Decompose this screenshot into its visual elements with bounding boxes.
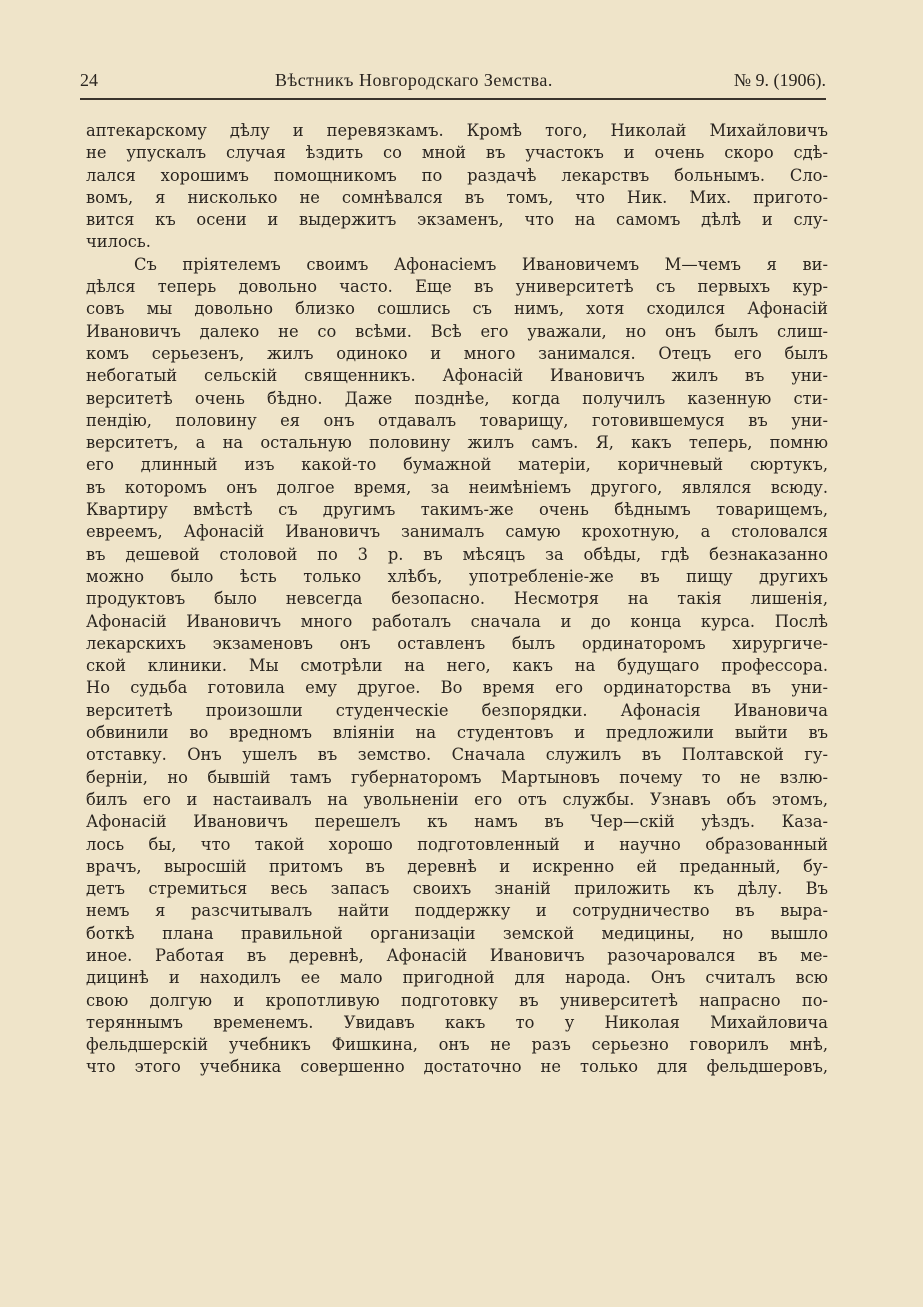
text-line: лекарскихъ экзаменовъ онъ оставленъ былъ ординаторомъ хирургиче-	[86, 633, 828, 653]
text-line: теряннымъ временемъ. Увидавъ какъ то у Николая Михайловича	[86, 1012, 828, 1032]
text-line: не упускалъ случая ѣздить со мной въ участокъ и очень скоро сдѣ-	[86, 143, 828, 163]
text-line: чилось.	[86, 232, 151, 252]
text-line: Но судьба готовила ему другое. Во время его ординаторства въ уни-	[86, 678, 828, 698]
body-text	[86, 120, 828, 1079]
text-line: верситетѣ очень бѣдно. Даже позднѣе, когда получилъ казенную сти-	[86, 388, 828, 408]
text-line: отставку. Онъ ушелъ въ земство. Сначала служилъ въ Полтавской гу-	[86, 745, 828, 765]
text-line: боткѣ плана правильной организаціи земской медицины, но вышло	[86, 923, 828, 943]
text-line: Квартиру вмѣстѣ съ другимъ такимъ-же очень бѣднымъ товарищемъ,	[86, 500, 828, 520]
text-line: аптекарскому дѣлу и перевязкамъ. Кромѣ того, Николай Михайловичъ	[86, 121, 828, 140]
text-line: комъ серьезенъ, жилъ одиноко и много занимался. Отецъ его былъ	[86, 343, 828, 363]
text-line: что этого учебника совершенно достаточно не только для фельдшеровъ,	[86, 1057, 828, 1077]
header-rule	[80, 98, 826, 100]
text-line: Афонасій Ивановичъ много работалъ сначала и до конца курса. Послѣ	[86, 611, 828, 631]
issue-number: № 9. (1906).	[733, 70, 826, 90]
text-line: лался хорошимъ помощникомъ по раздачѣ лекарствъ больнымъ. Сло-	[86, 165, 828, 185]
page-number: 24	[80, 70, 98, 90]
text-line: лось бы, что такой хорошо подготовленный и научно образованный	[86, 834, 828, 854]
text-line: дѣлся теперь довольно часто. Еще въ университетѣ съ первыхъ кур-	[86, 277, 828, 297]
text-line: иное. Работая въ деревнѣ, Афонасій Ивановичъ разочаровался въ ме-	[86, 945, 828, 965]
text-line: евреемъ, Афонасій Ивановичъ занималъ самую крохотную, а столовался	[86, 522, 828, 542]
text-line: въ которомъ онъ долгое время, за неимѣніемъ другого, являлся всюду.	[86, 477, 828, 497]
text-line: берніи, но бывшій тамъ губернаторомъ Мартыновъ почему то не взлю-	[86, 767, 828, 787]
text-line: билъ его и настаивалъ на увольненіи его отъ службы. Узнавъ объ этомъ,	[86, 789, 828, 809]
text-line: дицинѣ и находилъ ее мало пригодной для народа. Онъ считалъ всю	[86, 968, 828, 988]
journal-title: Вѣстникъ Новгородскаго Земства.	[275, 70, 553, 90]
text-line: Афонасій Ивановичъ перешелъ къ намъ въ Чер—скій уѣздъ. Каза-	[86, 812, 828, 832]
text-line: вится къ осени и выдержитъ экзаменъ, что на самомъ дѣлѣ и слу-	[86, 210, 828, 230]
text-line: въ дешевой столовой по 3 р. въ мѣсяцъ за обѣды, гдѣ безнаказанно	[86, 544, 828, 564]
text-line: верситетъ, а на остальную половину жилъ самъ. Я, какъ теперь, помню	[86, 433, 828, 453]
text-line: немъ я разсчитывалъ найти поддержку и сотрудничество въ выра-	[86, 901, 828, 921]
text-line: пендію, половину ея онъ отдавалъ товарищу, готовившемуся въ уни-	[86, 410, 828, 430]
text-line: вомъ, я нисколько не сомнѣвался въ томъ, что Ник. Мих. пригото-	[86, 187, 828, 207]
text-line: фельдшерскій учебникъ Фишкина, онъ не разъ серьезно говорилъ мнѣ,	[86, 1035, 828, 1055]
text-line: ской клиники. Мы смотрѣли на него, какъ на будущаго профессора.	[86, 656, 828, 676]
text-line: врачъ, выросшій притомъ въ деревнѣ и искренно ей преданный, бу-	[86, 856, 828, 876]
text-line: небогатый сельскій священникъ. Афонасій Ивановичъ жилъ въ уни-	[86, 366, 828, 386]
text-line: продуктовъ было невсегда безопасно. Несмотря на такія лишенія,	[86, 589, 828, 609]
text-line: верситетѣ произошли студенческіе безпорядки. Афонасія Ивановича	[86, 700, 828, 720]
text-line: совъ мы довольно близко сошлись съ нимъ, хотя сходился Афонасій	[86, 299, 828, 319]
text-line: его длинный изъ какой-то бумажной матеріи, коричневый сюртукъ,	[86, 455, 828, 475]
text-line: обвинили во вредномъ вліяніи на студентовъ и предложили выйти въ	[86, 723, 828, 743]
running-header	[80, 70, 826, 96]
text-line: детъ стремиться весь запасъ своихъ знаній приложить къ дѣлу. Въ	[86, 879, 828, 899]
text-line: можно было ѣсть только хлѣбъ, употребленіе-же въ пищу другихъ	[86, 566, 828, 586]
text-line: Съ пріятелемъ своимъ Афонасіемъ Ивановичемъ М—чемъ я ви-	[134, 254, 828, 274]
text-line: Ивановичъ далеко не со всѣми. Всѣ его уважали, но онъ былъ слиш-	[86, 321, 828, 341]
text-line: свою долгую и кропотливую подготовку въ университетѣ напрасно по-	[86, 990, 828, 1010]
